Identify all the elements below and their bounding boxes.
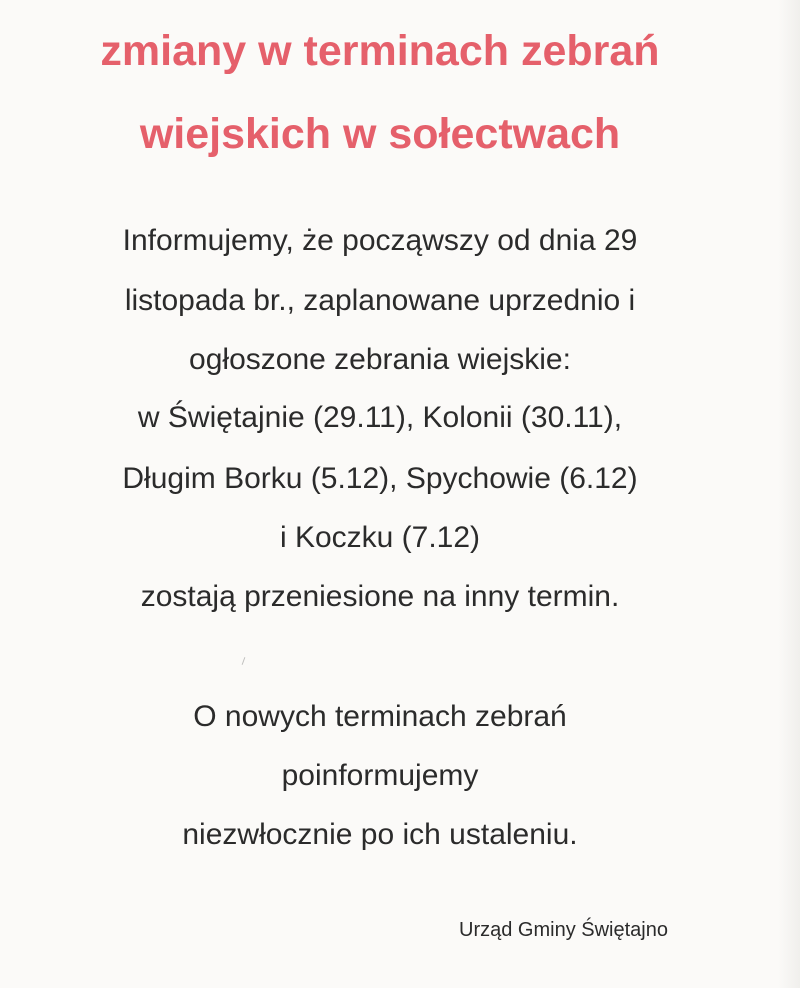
body-line-1: Informujemy, że począwszy od dnia 29 <box>122 224 638 257</box>
body-line-2: listopada br., zaplanowane uprzednio i <box>124 284 636 317</box>
body-line-5: Długim Borku (5.12), Spychowie (6.12) <box>122 462 638 495</box>
signature: Urząd Gminy Świętajno <box>459 919 668 941</box>
paper-edge <box>778 0 800 988</box>
body-line-10: niezwłocznie po ich ustaleniu. <box>182 818 578 851</box>
body-line-7: zostają przeniesione na inny termin. <box>140 580 620 613</box>
body-line-8: O nowych terminach zebrań <box>193 700 567 733</box>
body-line-3: ogłoszone zebrania wiejskie: <box>189 343 571 376</box>
body-line-4: w Świętajnie (29.11), Kolonii (30.11), <box>137 401 623 434</box>
body-line-6: i Koczku (7.12) <box>279 521 481 554</box>
paper-speck <box>242 657 246 665</box>
notice-title-line-2: wiejskich w sołectwach <box>139 110 621 158</box>
notice-title-line-1: zmiany w terminach zebrań <box>100 27 660 75</box>
body-line-9: poinformujemy <box>281 759 479 792</box>
